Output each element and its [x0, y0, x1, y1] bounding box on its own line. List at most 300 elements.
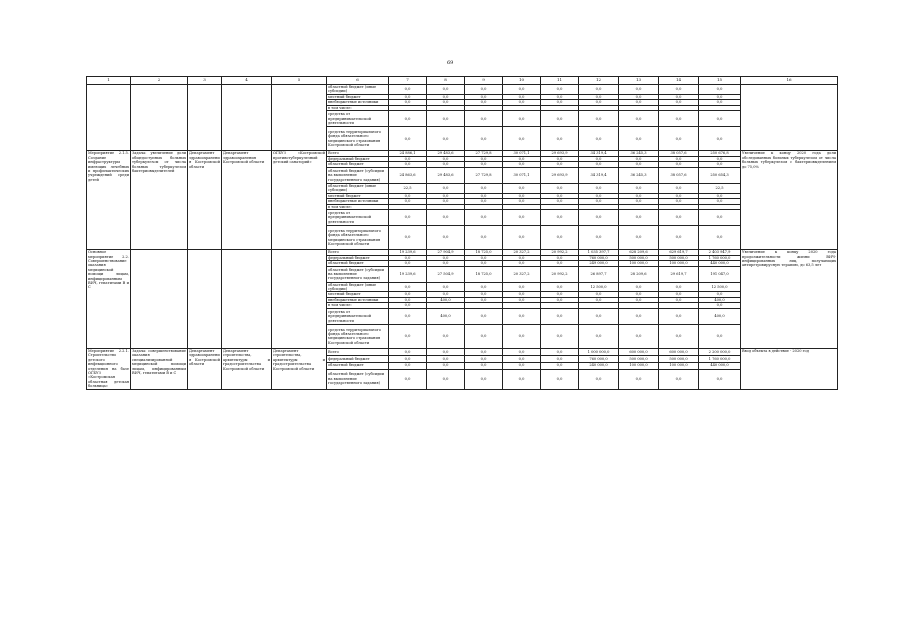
value-cell: 0,0 [699, 162, 741, 168]
funding-source-label: средства территориального фонда обязательного медицинского страхования Костромской области [327, 127, 389, 151]
value-cell: 0,0 [579, 162, 619, 168]
value-cell: 0,0 [427, 255, 465, 261]
funding-source-label: местный бюджет [327, 193, 389, 199]
value-cell: 0,0 [579, 297, 619, 303]
value-cell: 28 209,6 [619, 266, 659, 282]
value-cell: 0,0 [427, 183, 465, 193]
value-cell: 0,0 [659, 324, 699, 348]
value-cell: 0,0 [541, 193, 579, 199]
measure-cell-2 [131, 85, 188, 151]
value-cell: 0,0 [465, 255, 503, 261]
header-col-12: 12 [579, 77, 619, 85]
value-cell: 0,0 [541, 226, 579, 250]
measure-cell-4: Департамент здравоохранения Костромской области [222, 151, 272, 250]
value-cell: 0,0 [541, 199, 579, 205]
value-cell: 30 071,1 [503, 167, 541, 183]
value-cell: 0,0 [579, 94, 619, 100]
header-col-8: 8 [427, 77, 465, 85]
value-cell: 0,0 [541, 348, 579, 355]
table-row [87, 348, 838, 355]
value-cell: 440 000,0 [699, 362, 741, 369]
expected-result-cell: Ввод объекта в действие - 2020 год [741, 348, 838, 389]
value-cell: 0,0 [699, 193, 741, 199]
funding-source-label: федеральный бюджет [327, 156, 389, 162]
value-cell: 100 000,0 [619, 362, 659, 369]
value-cell: 0,0 [503, 183, 541, 193]
value-cell: 36 245,3 [619, 151, 659, 157]
value-cell: 29 483,6 [427, 151, 465, 157]
value-cell: 0,0 [619, 156, 659, 162]
value-cell: 0,0 [659, 94, 699, 100]
value-cell: 20 327,2 [503, 266, 541, 282]
value-cell: 29 693,9 [541, 151, 579, 157]
funding-source-label: федеральный бюджет [327, 355, 389, 362]
value-cell: 0,0 [619, 85, 659, 95]
value-cell: 500 000,0 [619, 355, 659, 362]
measure-cell-3: Департамент здравоохранения Костромской области [188, 151, 222, 250]
value-cell: 0,0 [503, 308, 541, 324]
value-cell: 0,0 [503, 355, 541, 362]
funding-source-label: Всего [327, 348, 389, 355]
expected-result-cell: Увеличение к концу 2020 года доли обследованных больных туберкулезом от числа больных туберкулезом с бактериовыделением до 75,0% [741, 151, 838, 250]
measure-cell-1: Основное мероприятие 2.2. Совершенствование оказания медицинской помощи лицам, инфицированным ВИЧ, гепатитами В и С [87, 250, 131, 349]
value-cell: 0,0 [619, 111, 659, 127]
measure-cell-2 [131, 250, 188, 349]
value-cell: 29 483,6 [427, 167, 465, 183]
value-cell: 0,0 [503, 282, 541, 292]
value-cell: 0,0 [465, 183, 503, 193]
value-cell: 0,0 [389, 100, 427, 106]
value-cell: 0,0 [699, 156, 741, 162]
funding-source-label: областной бюджет (иные субсидии) [327, 183, 389, 193]
value-cell: 0,0 [389, 324, 427, 348]
value-cell: 0,0 [699, 100, 741, 106]
value-cell: 0,0 [465, 348, 503, 355]
funding-source-label: средства от предпринимательской деятельности [327, 210, 389, 226]
header-col-6: 6 [327, 77, 389, 85]
table-row [87, 85, 838, 95]
funding-source-label: средства территориального фонда обязательного медицинского страхования Костромской области [327, 324, 389, 348]
value-cell: 0,0 [465, 226, 503, 250]
value-cell: 400,0 [699, 308, 741, 324]
value-cell: 34 319,4 [579, 151, 619, 157]
header-col-15: 15 [699, 77, 741, 85]
value-cell: 0,0 [427, 210, 465, 226]
funding-source-label: Всего [327, 151, 389, 157]
value-cell: 12 500,0 [579, 282, 619, 292]
value-cell: 27 504,9 [427, 266, 465, 282]
value-cell: 760 000,0 [579, 255, 619, 261]
value-cell: 0,0 [699, 85, 741, 95]
value-cell: 0,0 [579, 369, 619, 389]
value-cell: 30 071,1 [503, 151, 541, 157]
value-cell: 0,0 [427, 369, 465, 389]
value-cell: 0,0 [659, 210, 699, 226]
value-cell: 24 863,6 [389, 167, 427, 183]
value-cell: 0,0 [541, 369, 579, 389]
value-cell: 0,0 [465, 94, 503, 100]
value-cell: 18 725,0 [465, 250, 503, 256]
expected-result-cell [741, 85, 838, 151]
funding-source-label: областной бюджет (субсидии на выполнение государственного задания) [327, 167, 389, 183]
header-col-11: 11 [541, 77, 579, 85]
value-cell: 0,0 [503, 111, 541, 127]
measure-cell-4: Департамент строительства, архитектуры и градостроительства Костромской области [222, 348, 272, 389]
funding-source-label: в том числе: [327, 204, 389, 210]
value-cell: 0,0 [389, 226, 427, 250]
header-col-14: 14 [659, 77, 699, 85]
value-cell: 22,5 [699, 183, 741, 193]
value-cell: 0,0 [699, 127, 741, 151]
value-cell: 0,0 [541, 261, 579, 267]
value-cell: 0,0 [465, 100, 503, 106]
value-cell: 2 403 947,9 [699, 250, 741, 256]
value-cell: 600 000,0 [659, 348, 699, 355]
value-cell: 20 992,2 [541, 266, 579, 282]
funding-source-label: областной бюджет (субсидии на выполнение государственного задания) [327, 266, 389, 282]
value-cell: 0,0 [619, 297, 659, 303]
value-cell: 0,0 [427, 94, 465, 100]
value-cell: 400,0 [427, 308, 465, 324]
value-cell: 0,0 [503, 156, 541, 162]
value-cell: 0,0 [465, 308, 503, 324]
value-cell: 0,0 [465, 261, 503, 267]
value-cell: 0,0 [427, 362, 465, 369]
value-cell: 0,0 [579, 100, 619, 106]
value-cell: 0,0 [427, 226, 465, 250]
header-col-3: 3 [188, 77, 222, 85]
value-cell: 0,0 [619, 292, 659, 298]
value-cell: 2 200 000,0 [699, 348, 741, 355]
measure-cell-5 [272, 85, 327, 151]
funding-source-label: внебюджетные источники [327, 199, 389, 205]
value-cell: 29 693,9 [541, 167, 579, 183]
value-cell: 0,0 [659, 282, 699, 292]
value-cell: 0,0 [503, 100, 541, 106]
value-cell: 0,0 [389, 297, 427, 303]
value-cell: 0,0 [541, 111, 579, 127]
value-cell: 0,0 [465, 369, 503, 389]
funding-source-label: средства от предпринимательской деятельности [327, 308, 389, 324]
value-cell: 0,0 [579, 226, 619, 250]
funding-source-label: областной бюджет (иные субсидии) [327, 282, 389, 292]
measure-cell-4 [222, 250, 272, 349]
value-cell: 0,0 [699, 111, 741, 127]
value-cell: 0,0 [541, 282, 579, 292]
funding-source-label: федеральный бюджет [327, 255, 389, 261]
value-cell: 1 000 000,0 [579, 348, 619, 355]
value-cell: 0,0 [389, 162, 427, 168]
value-cell: 20 327,2 [503, 250, 541, 256]
value-cell: 0,0 [427, 282, 465, 292]
measure-cell-1 [87, 85, 131, 151]
measure-cell-4 [222, 85, 272, 151]
value-cell: 0,0 [619, 183, 659, 193]
value-cell: 0,0 [389, 261, 427, 267]
funding-source-label: в том числе: [327, 303, 389, 309]
value-cell: 38 057,6 [659, 151, 699, 157]
measure-cell-1: Мероприятие 2.2.1. Строительство детского инфекционного отделения на базе ОГБУЗ «Костромская областная детская больница» [88, 348, 129, 389]
value-cell: 0,0 [699, 94, 741, 100]
funding-source-label: местный бюджет [327, 292, 389, 298]
value-cell: 0,0 [659, 85, 699, 95]
value-cell: 0,0 [541, 94, 579, 100]
value-cell: 600 000,0 [619, 348, 659, 355]
value-cell: 27 904,9 [427, 250, 465, 256]
value-cell: 0,0 [389, 369, 427, 389]
value-cell: 0,0 [541, 255, 579, 261]
value-cell: 0,0 [579, 292, 619, 298]
value-cell: 0,0 [579, 183, 619, 193]
value-cell: 0,0 [659, 156, 699, 162]
value-cell: 0,0 [427, 348, 465, 355]
value-cell: 0,0 [465, 162, 503, 168]
value-cell: 0,0 [389, 85, 427, 95]
header-col-9: 9 [465, 77, 503, 85]
financing-table [86, 76, 838, 390]
value-cell: 0,0 [465, 355, 503, 362]
value-cell: 0,0 [619, 193, 659, 199]
value-cell: 0,0 [699, 324, 741, 348]
value-cell: 0,0 [659, 292, 699, 298]
value-cell: 0,0 [579, 308, 619, 324]
value-cell: 0,0 [503, 199, 541, 205]
value-cell: 38 057,6 [659, 167, 699, 183]
value-cell: 0,0 [579, 324, 619, 348]
value-cell: 0,0 [503, 162, 541, 168]
value-cell: 250 676,8 [699, 151, 741, 157]
value-cell: 0,0 [465, 282, 503, 292]
value-cell: 0,0 [503, 369, 541, 389]
value-cell: 0,0 [579, 127, 619, 151]
value-cell: 0,0 [465, 292, 503, 298]
value-cell: 0,0 [659, 111, 699, 127]
value-cell: 191 047,0 [699, 266, 741, 282]
value-cell: 0,0 [427, 111, 465, 127]
measure-cell-3 [188, 250, 222, 349]
value-cell: 0,0 [503, 362, 541, 369]
value-cell: 400,0 [699, 297, 741, 303]
value-cell: 0,0 [503, 85, 541, 95]
value-cell: 100 000,0 [619, 261, 659, 267]
value-cell: 0,0 [619, 308, 659, 324]
value-cell: 0,0 [541, 183, 579, 193]
value-cell: 36 245,3 [619, 167, 659, 183]
value-cell: 0,0 [503, 127, 541, 151]
header-col-4: 4 [222, 77, 272, 85]
value-cell: 0,0 [503, 210, 541, 226]
value-cell: 0,0 [427, 162, 465, 168]
funding-source-label: в том числе: [327, 105, 389, 111]
value-cell: 0,0 [579, 199, 619, 205]
value-cell: 0,0 [541, 292, 579, 298]
value-cell: 0,0 [619, 162, 659, 168]
header-col-16: 16 [741, 77, 838, 85]
value-cell: 1 760 000,0 [699, 255, 741, 261]
value-cell: 0,0 [541, 362, 579, 369]
value-cell: 0,0 [389, 210, 427, 226]
value-cell: 249 000,0 [579, 261, 619, 267]
header-col-1: 1 [87, 77, 131, 85]
value-cell: 0,0 [659, 199, 699, 205]
value-cell: 0,0 [503, 94, 541, 100]
value-cell: 100 000,0 [659, 362, 699, 369]
value-cell: 0,0 [503, 226, 541, 250]
value-cell: 0,0 [503, 255, 541, 261]
value-cell: 0,0 [389, 255, 427, 261]
value-cell: 0,0 [389, 199, 427, 205]
funding-source-label: областной бюджет [327, 362, 389, 369]
measure-cell-3 [188, 85, 222, 151]
value-cell: 500 000,0 [619, 255, 659, 261]
value-cell: 0,0 [427, 127, 465, 151]
value-cell: 12 500,0 [699, 282, 741, 292]
value-cell: 0,0 [503, 324, 541, 348]
value-cell: 0,0 [619, 324, 659, 348]
value-cell: 0,0 [427, 355, 465, 362]
value-cell: 0,0 [619, 100, 659, 106]
value-cell: 0,0 [465, 127, 503, 151]
funding-source-label: средства от предпринимательской деятельности [327, 111, 389, 127]
value-cell: 250 654,3 [699, 167, 741, 183]
value-cell: 0,0 [699, 369, 741, 389]
value-cell: 760 000,0 [579, 355, 619, 362]
value-cell: 0,0 [465, 199, 503, 205]
value-cell: 0,0 [659, 162, 699, 168]
value-cell: 440 000,0 [699, 261, 741, 267]
value-cell: 0,0 [503, 261, 541, 267]
value-cell: 0,0 [389, 94, 427, 100]
value-cell: 18 725,0 [465, 266, 503, 282]
value-cell: 0,0 [619, 199, 659, 205]
measure-cell-5 [272, 250, 327, 349]
value-cell: 0,0 [427, 193, 465, 199]
measure-cell-5: Департамент строительства, архитектуры и градостроительства Костромской области [272, 348, 327, 389]
value-cell: 0,0 [619, 369, 659, 389]
value-cell: 0,0 [541, 85, 579, 95]
value-cell: 0,0 [503, 193, 541, 199]
value-cell: 0,0 [427, 100, 465, 106]
value-cell: 0,0 [427, 156, 465, 162]
value-cell: 0,0 [465, 85, 503, 95]
value-cell: 500 000,0 [659, 355, 699, 362]
value-cell: 1 760 000,0 [699, 355, 741, 362]
value-cell: 0,0 [427, 324, 465, 348]
value-cell: 0,0 [619, 226, 659, 250]
value-cell: 0,0 [699, 210, 741, 226]
header-col-10: 10 [503, 77, 541, 85]
value-cell: 240 000,0 [579, 362, 619, 369]
value-cell: 0,0 [541, 100, 579, 106]
value-cell: 0,0 [427, 199, 465, 205]
value-cell: 0,0 [619, 127, 659, 151]
value-cell: 0,0 [541, 297, 579, 303]
value-cell: 0,0 [465, 210, 503, 226]
value-cell: 29 619,7 [659, 266, 699, 282]
measure-cell-5: ОГБУЗ «Костромской противотуберкулезный детский санаторий» [272, 151, 327, 250]
header-col-13: 13 [619, 77, 659, 85]
value-cell: 0,0 [699, 226, 741, 250]
funding-source-label: областной бюджет (субсидии на выполнение государственного задания) [327, 369, 389, 389]
value-cell: 0,0 [465, 297, 503, 303]
funding-source-label: областной бюджет (иные субсидии) [327, 85, 389, 95]
value-cell: 0,0 [659, 297, 699, 303]
funding-source-label: областной бюджет [327, 162, 389, 168]
value-cell: 0,0 [659, 127, 699, 151]
value-cell: 0,0 [579, 85, 619, 95]
value-cell: 0,0 [389, 348, 427, 355]
value-cell: 0,0 [503, 348, 541, 355]
funding-source-label: внебюджетные источники [327, 100, 389, 106]
value-cell: 0,0 [389, 193, 427, 199]
value-cell: 0,0 [541, 324, 579, 348]
value-cell: 0,0 [699, 199, 741, 205]
value-cell: 0,0 [541, 308, 579, 324]
header-col-5: 5 [272, 77, 327, 85]
value-cell: 0,0 [659, 226, 699, 250]
value-cell: 0,0 [541, 162, 579, 168]
value-cell: 0,0 [389, 362, 427, 369]
value-cell: 0,0 [465, 156, 503, 162]
value-cell: 0,0 [427, 261, 465, 267]
value-cell: 0,0 [579, 156, 619, 162]
value-cell: 0,0 [427, 292, 465, 298]
value-cell: 0,0 [389, 282, 427, 292]
value-cell: 27 729,8 [465, 167, 503, 183]
value-cell: 0,0 [659, 193, 699, 199]
value-cell: 100 000,0 [659, 261, 699, 267]
header-col-7: 7 [389, 77, 427, 85]
value-cell: 0,0 [659, 183, 699, 193]
measure-cell-1: Мероприятие 2.1.5. Создание инфраструктуры имеющих лечебных и профилактических учреждений среди детей [87, 151, 131, 250]
value-cell: 22,5 [389, 183, 427, 193]
value-cell: 0,0 [465, 193, 503, 199]
value-cell: 0,0 [389, 111, 427, 127]
measure-cell-3: Департамент здравоохранения Костромской области [188, 348, 222, 389]
value-cell: 0,0 [465, 362, 503, 369]
value-cell: 629 619,7 [659, 250, 699, 256]
value-cell: 0,0 [503, 297, 541, 303]
value-cell: 19 239,6 [389, 266, 427, 282]
value-cell: 0,0 [389, 308, 427, 324]
value-cell: 0,0 [389, 355, 427, 362]
measure-cell-2: Задача: совершенствование оказания специализированной медицинской помощи лицам, инфицированным ВИЧ, гепатитами В и С [131, 348, 188, 389]
value-cell: 0,0 [541, 127, 579, 151]
value-cell: 500 000,0 [659, 255, 699, 261]
value-cell: 0,0 [389, 292, 427, 298]
value-cell: 0,0 [389, 156, 427, 162]
value-cell: 0,0 [619, 282, 659, 292]
header-col-2: 2 [131, 77, 188, 85]
value-cell: 0,0 [699, 292, 741, 298]
value-cell: 0,0 [579, 111, 619, 127]
value-cell: 0,0 [541, 355, 579, 362]
value-cell: 0,0 [619, 210, 659, 226]
header-row [87, 77, 838, 85]
value-cell: 27 729,8 [465, 151, 503, 157]
value-cell: 0,0 [699, 303, 741, 309]
value-cell: 0,0 [619, 94, 659, 100]
value-cell: 19 239,6 [389, 250, 427, 256]
value-cell: 34 319,4 [579, 167, 619, 183]
value-cell: 0,0 [659, 308, 699, 324]
value-cell: 24 886,1 [389, 151, 427, 157]
value-cell: 0,0 [659, 369, 699, 389]
value-cell: 0,0 [389, 127, 427, 151]
value-cell: 20 992,2 [541, 250, 579, 256]
funding-source-label: Всего [327, 250, 389, 256]
value-cell: 0,0 [465, 324, 503, 348]
